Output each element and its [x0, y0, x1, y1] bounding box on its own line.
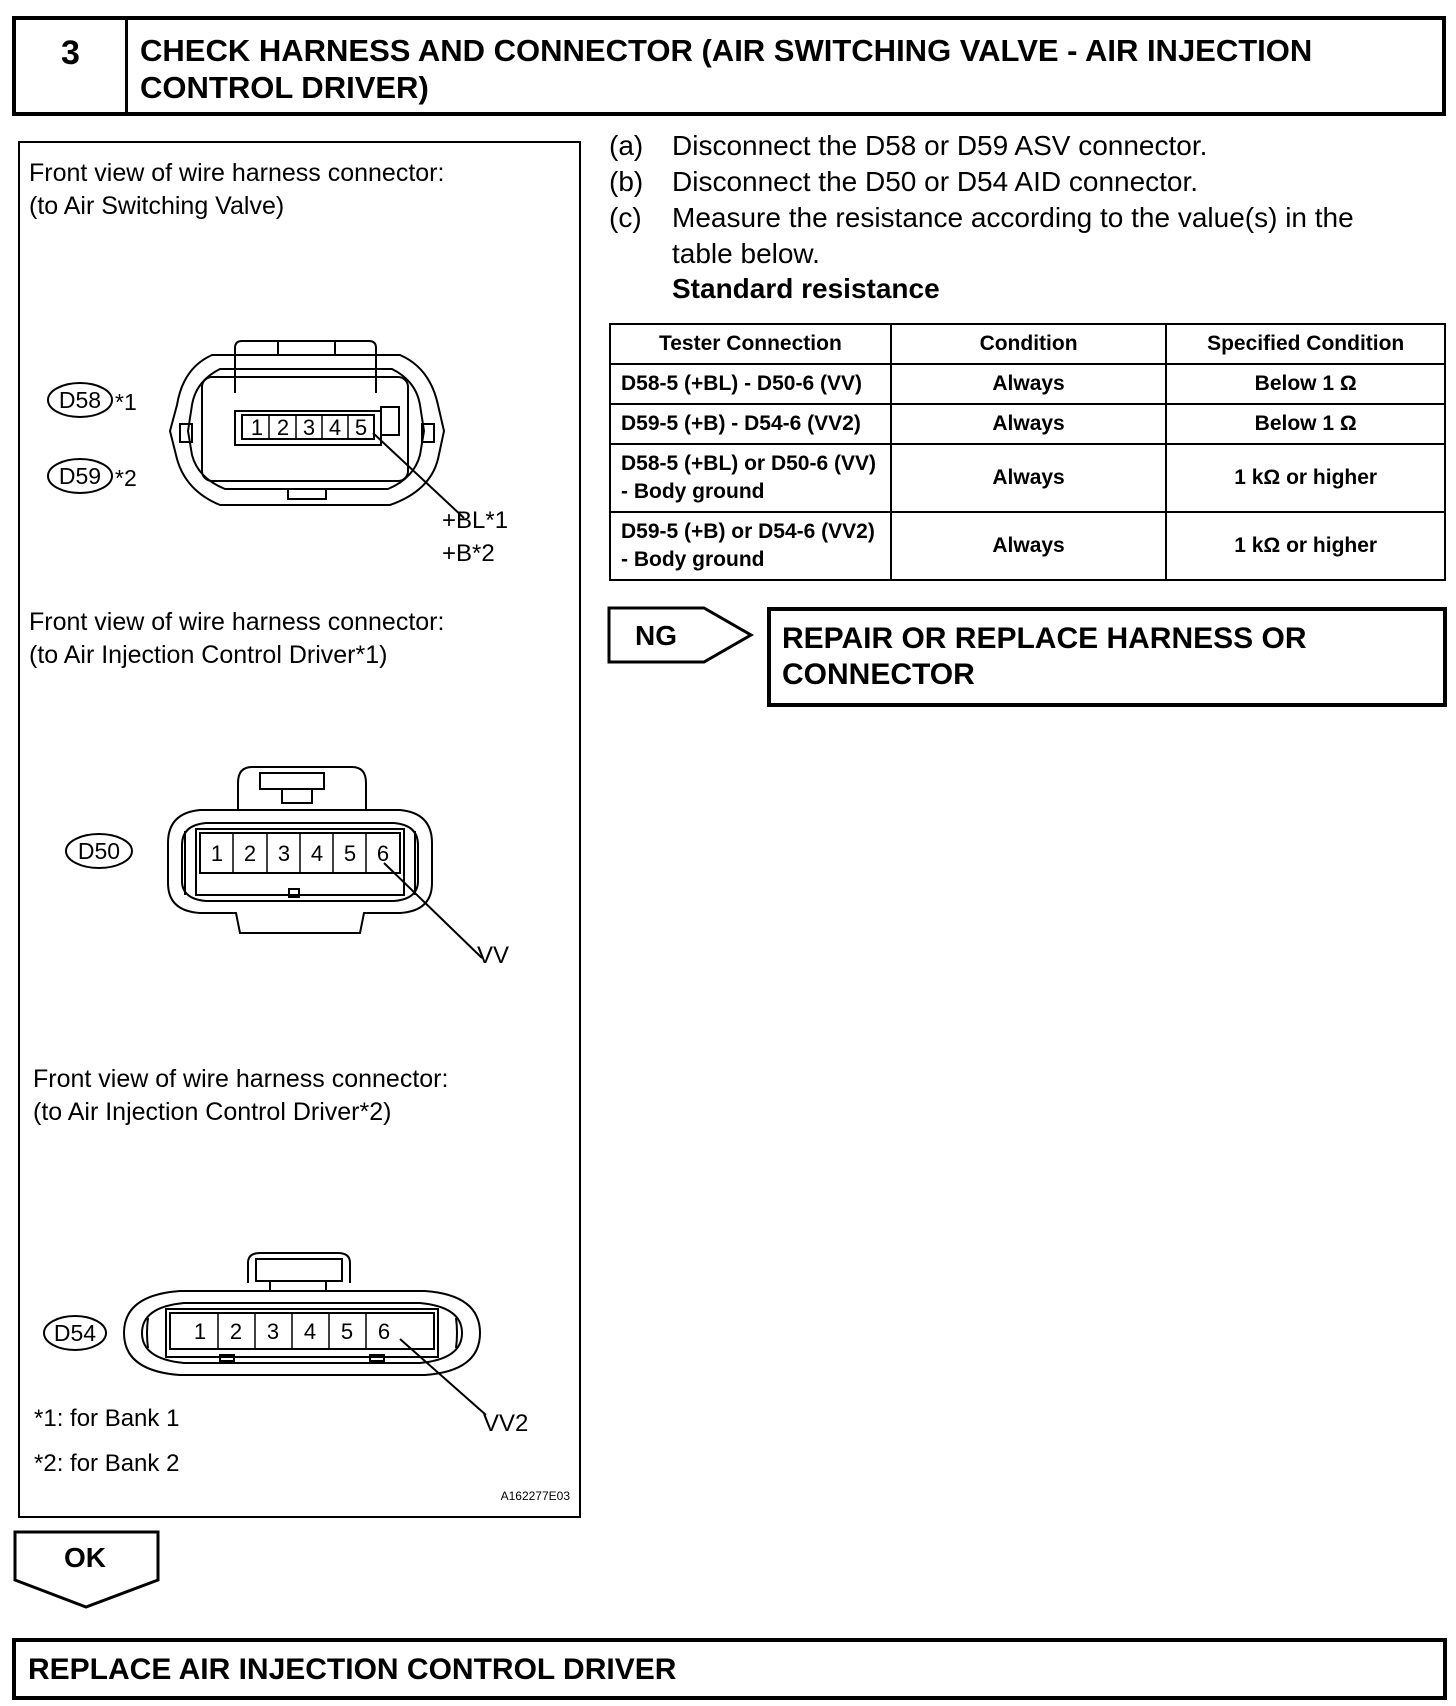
- d59-label: D59: [58, 463, 102, 489]
- table-cell: D59-5 (+B) - D54-6 (VV2): [610, 404, 891, 444]
- ok-arrow: [13, 1530, 163, 1612]
- ok-result-text: REPLACE AIR INJECTION CONTROL DRIVER: [28, 1653, 677, 1686]
- asv-caption-line1: Front view of wire harness connector:: [29, 159, 445, 187]
- instruction-a-text: Disconnect the D58 or D59 ASV connector.: [672, 130, 1208, 161]
- table-cell: Always: [891, 364, 1167, 404]
- d50-pin-label: VV: [477, 942, 510, 969]
- d54-label: D54: [53, 1320, 97, 1346]
- table-row: [610, 444, 1445, 512]
- aid1-caption-line1: Front view of wire harness connector:: [29, 608, 445, 636]
- asv-pin-2: 2: [276, 415, 290, 440]
- table-cell: 1 kΩ or higher: [1166, 444, 1445, 512]
- ng-result-text: [782, 621, 1307, 693]
- d50-label: D50: [77, 838, 121, 864]
- ok-result-box: [12, 1638, 1447, 1700]
- d54-pin-5: 5: [340, 1319, 354, 1344]
- table-cell: Below 1 Ω: [1166, 404, 1445, 444]
- step-title: [140, 32, 1312, 106]
- d50-pin-5: 5: [343, 841, 357, 866]
- step-number: 3: [16, 20, 128, 112]
- aid1-caption-line2: (to Air Injection Control Driver*1): [29, 641, 388, 669]
- ng-result-line2: CONNECTOR: [782, 658, 975, 691]
- d59-note: *2: [115, 465, 137, 491]
- figure-id: A162277E03: [500, 1489, 570, 1503]
- d54-pin-2: 2: [229, 1319, 243, 1344]
- table-cell: Always: [891, 404, 1167, 444]
- table-row: [610, 404, 1445, 444]
- d54-pin-1: 1: [193, 1319, 207, 1344]
- aid2-caption-line1: Front view of wire harness connector:: [33, 1065, 449, 1093]
- d50-pin-3: 3: [277, 841, 291, 866]
- table-cell: D59-5 (+B) or D54-6 (VV2) - Body ground: [610, 512, 891, 580]
- d54-pin-6: 6: [377, 1319, 391, 1344]
- standard-resistance-heading: Standard resistance: [672, 273, 940, 304]
- table-header-row: [610, 324, 1445, 364]
- d50-pin-4: 4: [310, 841, 324, 866]
- asv-pin-label-bank1: +BL*1: [442, 507, 509, 534]
- ok-label: OK: [64, 1542, 106, 1573]
- col-header-condition: Condition: [891, 324, 1167, 364]
- step-header: [12, 16, 1446, 116]
- asv-pin-3: 3: [302, 415, 316, 440]
- d54-pin-label: VV2: [483, 1410, 529, 1437]
- asv-pin-label-bank2: +B*2: [442, 540, 495, 567]
- ng-result-line1: REPAIR OR REPLACE HARNESS OR: [782, 622, 1307, 655]
- resistance-table: [609, 323, 1446, 581]
- asv-pin-5: 5: [354, 415, 368, 440]
- step-title-line1: CHECK HARNESS AND CONNECTOR (AIR SWITCHING VALVE - AIR INJECTION: [140, 33, 1313, 68]
- connector-figure: [18, 141, 581, 1518]
- instruction-b-label: (b): [609, 166, 644, 197]
- d50-pin-6: 6: [376, 841, 390, 866]
- table-cell: Below 1 Ω: [1166, 364, 1445, 404]
- table-row: [610, 364, 1445, 404]
- aid2-caption-line2: (to Air Injection Control Driver*2): [33, 1098, 392, 1126]
- col-header-specified: Specified Condition: [1166, 324, 1445, 364]
- instruction-c-label: (c): [609, 202, 642, 233]
- table-cell: 1 kΩ or higher: [1166, 512, 1445, 580]
- asv-pin-1: 1: [250, 415, 264, 440]
- bank2-note: *2: for Bank 2: [34, 1450, 180, 1477]
- step-title-line2: CONTROL DRIVER): [140, 70, 429, 105]
- d50-pin-2: 2: [243, 841, 257, 866]
- table-cell: D58-5 (+BL) or D50-6 (VV) - Body ground: [610, 444, 891, 512]
- instruction-b: [609, 164, 1445, 202]
- d54-pin-3: 3: [266, 1319, 280, 1344]
- d58-note: *1: [115, 389, 137, 415]
- d50-pin-1: 1: [210, 841, 224, 866]
- ng-label: NG: [635, 620, 677, 651]
- asv-pin-4: 4: [328, 415, 342, 440]
- table-cell: Always: [891, 444, 1167, 512]
- d58-label: D58: [58, 387, 102, 413]
- instruction-b-text: Disconnect the D50 or D54 AID connector.: [672, 166, 1199, 197]
- instruction-c-text: Measure the resistance according to the value(s) in the table below.: [672, 202, 1354, 269]
- asv-connector-drawing: [170, 341, 464, 518]
- ng-result-box: [767, 607, 1447, 707]
- instruction-a-label: (a): [609, 130, 644, 161]
- table-cell: Always: [891, 512, 1167, 580]
- bank1-note: *1: for Bank 1: [34, 1405, 180, 1432]
- connector-drawings: [20, 143, 579, 1516]
- d54-pin-4: 4: [303, 1319, 317, 1344]
- col-header-tester: Tester Connection: [610, 324, 891, 364]
- instruction-a: [609, 128, 1445, 166]
- table-row: [610, 512, 1445, 580]
- ng-arrow: [606, 605, 756, 665]
- asv-caption-line2: (to Air Switching Valve): [29, 192, 285, 220]
- instruction-c: [609, 200, 1445, 276]
- table-cell: D58-5 (+BL) - D50-6 (VV): [610, 364, 891, 404]
